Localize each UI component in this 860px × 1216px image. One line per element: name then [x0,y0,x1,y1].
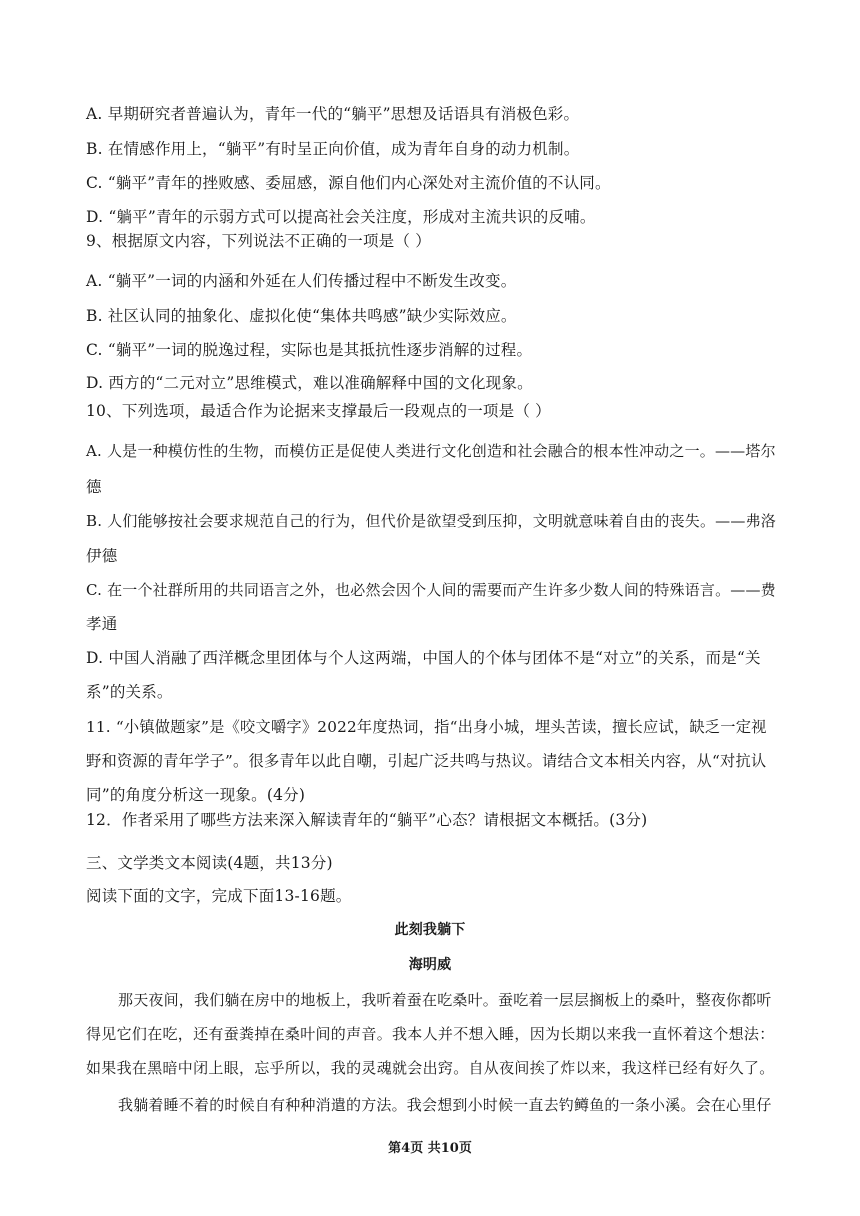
q8-option-c: C. “躺平”青年的挫败感、委屈感，源自他们内心深处对主流价值的不认同。 [86,174,611,192]
q10-option-b-line1: B. 人们能够按社会要求规范自己的行为，但代价是欲望受到压抑，文明就意味着自由的丧失。——弗洛 [86,512,776,530]
q10-option-d-line1: D. 中国人消融了西洋概念里团体与个人这两端，中国人的个体与团体不是“对立”的关系，而是“关 [86,649,761,667]
q10-stem: 10、下列选项，最适合作为论据来支撑最后一段观点的一项是（ ） [86,402,551,420]
q8-option-b: B. 在情感作用上，“躺平”有时呈正向价值，成为青年自身的动力机制。 [86,140,580,158]
q9-stem: 9、根据原文内容，下列说法不正确的一项是（ ） [86,232,431,250]
q10-option-d-line2: 系”的关系。 [86,683,173,701]
q10-option-b-line2: 伊德 [86,547,118,565]
section3-instruction: 阅读下面的文字，完成下面13-16题。 [86,887,352,905]
q10-option-a-line1: A. 人是一种模仿性的生物，而模仿正是促使人类进行文化创造和社会融合的根本性冲动之一。——塔尔 [86,442,776,460]
q9-option-c: C. “躺平”一词的脱逸过程，实际也是其抵抗性逐步消解的过程。 [86,341,533,359]
page-footer: 第4页 共10页 [388,1141,472,1156]
q10-option-c-line1: C. 在一个社群所用的共同语言之外，也必然会因个人间的需要而产生许多少数人间的特殊语言。——费 [86,581,776,599]
q8-option-d: D. “躺平”青年的示弱方式可以提高社会关注度，形成对主流共识的反哺。 [86,208,596,226]
q8-option-a: A. 早期研究者普遍认为，青年一代的“躺平”思想及话语具有消极色彩。 [86,105,580,123]
q9-option-b: B. 社区认同的抽象化、虚拟化使“集体共鸣感”缺少实际效应。 [86,307,517,325]
q9-option-a: A. “躺平”一词的内涵和外延在人们传播过程中不断发生改变。 [86,272,517,290]
passage-line3: 如果我在黑暗中闭上眼，忘乎所以，我的灵魂就会出窍。自从夜间挨了炸以来，我这样已经有好久了。 [86,1059,775,1077]
q11-line3: 同”的角度分析这一现象。(4分) [86,786,306,804]
passage-title: 此刻我躺下 [394,922,466,938]
q9-option-d: D. 西方的“二元对立”思维模式，难以准确解释中国的文化现象。 [86,374,533,392]
q11-line1: 11. “小镇做题家”是《咬文嚼字》2022年度热词，指“出身小城，埋头苦读，擅长应试，缺乏一定视 [86,718,767,736]
passage-line4: 我躺着睡不着的时候自有种种消遣的方法。我会想到小时候一直去钓鳟鱼的一条小溪。会在心里仔 [118,1096,772,1114]
passage-line1: 那天夜间，我们躺在房中的地板上，我听着蚕在吃桑叶。蚕吃着一层层搁板上的桑叶，整夜你都听 [118,991,772,1009]
section3-heading: 三、文学类文本阅读(4题，共13分) [86,854,333,872]
q12-stem: 12．作者采用了哪些方法来深入解读青年的“躺平”心态？请根据文本概括。(3分) [86,811,648,829]
q10-option-a-line2: 德 [86,478,102,496]
q11-line2: 野和资源的青年学子”。很多青年以此自嘲，引起广泛共鸣与热议。请结合文本相关内容，从“对抗认 [86,752,767,770]
q10-option-c-line2: 孝通 [86,615,118,633]
passage-author: 海明威 [408,957,452,973]
passage-line2: 得见它们在吃，还有蚕粪掉在桑叶间的声音。我本人并不想入睡，因为长期以来我一直怀着这个想法： [86,1025,775,1043]
